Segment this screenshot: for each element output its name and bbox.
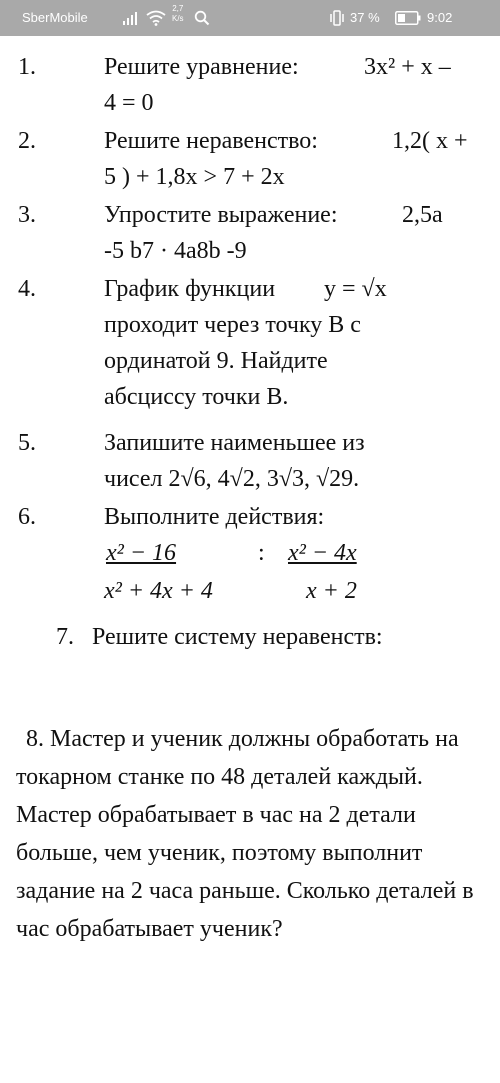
carrier-name: SberMobile <box>22 10 88 25</box>
speed-unit: K/s <box>172 14 184 23</box>
problem-text: Выполните действия: <box>104 504 325 530</box>
problem-text: Запишите наименьшее из <box>104 430 365 456</box>
problem-number: 7. <box>56 624 74 650</box>
speed-value: 2,7 <box>172 4 184 13</box>
vibrate-icon <box>330 10 344 26</box>
problem-number: 8. <box>26 726 44 752</box>
problem-text: График функции <box>104 276 276 302</box>
problem-text: ординатой 9. Найдите <box>104 348 328 374</box>
network-speed <box>172 4 184 24</box>
problem-number: 3. <box>18 202 36 228</box>
problem-text: Решите неравенство: <box>104 128 318 154</box>
battery-percent: 37 % <box>350 10 380 25</box>
problem-text: Решите систему неравенств: <box>92 624 383 650</box>
problem-text: проходит через точку B с <box>104 312 361 338</box>
fraction-denominator-1: x² + 4x + 4 <box>104 578 213 604</box>
problem-text: чисел 2√6, 4√2, 3√3, √29. <box>104 466 360 492</box>
problem-text: Мастер и ученик должны обработать на токарном станке по 48 деталей каждый. Мастер обрабатывает в час на 2 детали больше, чем ученик, поэтому выполнит задание на 2 часа раньше. Сколько деталей в час обрабатывает ученик? <box>16 726 474 942</box>
clock: 9:02 <box>427 10 453 25</box>
problem-number: 1. <box>18 54 36 80</box>
problem-8 <box>16 720 486 948</box>
expression-part: 2,5a <box>402 202 443 228</box>
problem-text: абсциссу точки B. <box>104 384 289 410</box>
inequality-part: 1,2( x + <box>392 128 468 154</box>
inequality-part: 5 ) + 1,8x > 7 + 2x <box>104 164 285 190</box>
problem-text: Решите уравнение: <box>104 54 299 80</box>
function-formula: y = √x <box>324 276 387 302</box>
expression-part: -5 b7 · 4a8b -9 <box>104 238 247 264</box>
fraction-denominator-2: x + 2 <box>306 578 357 604</box>
problem-number: 5. <box>18 430 36 456</box>
fraction-numerator-1: x² − 16 <box>106 540 177 566</box>
problem-text: Упростите выражение: <box>104 202 338 228</box>
division-sign: : <box>258 540 265 566</box>
status-bar <box>0 0 500 36</box>
problem-number: 6. <box>18 504 36 530</box>
fraction-numerator-2: x² − 4x <box>288 540 357 566</box>
equation-part: 4 = 0 <box>104 90 154 116</box>
search-icon <box>194 10 210 26</box>
wifi-icon <box>146 10 166 26</box>
problem-number: 2. <box>18 128 36 154</box>
problem-number: 4. <box>18 276 36 302</box>
equation-part: 3x² + x – <box>364 54 451 80</box>
battery-icon <box>395 11 421 25</box>
signal-icon <box>123 11 139 25</box>
